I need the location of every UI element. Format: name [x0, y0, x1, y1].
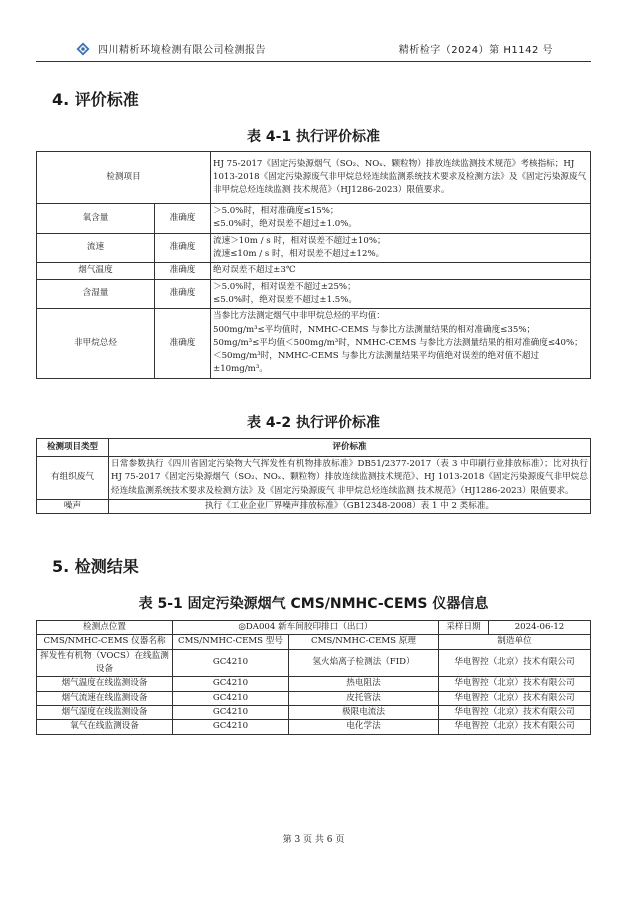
- col-header-maker: 制造单位: [439, 635, 591, 649]
- table-row: [37, 233, 591, 263]
- limit-line: 绝对误差不超过±3℃: [213, 265, 296, 276]
- header-left: [36, 41, 266, 56]
- location-value-cell: ◎DA004 新车间胶印排口（出口）: [173, 621, 439, 635]
- limit-line: 500mg/m³≤平均值时，NMHC-CEMS 与参比方法测量结果的相对准确度≤35%；: [213, 324, 536, 335]
- metric-cell: 准确度: [155, 279, 211, 309]
- item-cell: 非甲烷总烃: [37, 309, 155, 379]
- header-standard-cell: HJ 75-2017《固定污染源烟气（SO₂、NOₓ、颗粒物）排放连续监测技术规范》考核指标；HJ 1013-2018《固定污染源废气非甲烷总烃连续监测系统技术要求及检测方法》及《固定污染源废气 非甲烷总烃连续监测 技术规范》（HJ1286-2023）限值要求。: [211, 152, 591, 204]
- principle-cell: 热电阻法: [289, 677, 439, 691]
- metric-cell: 准确度: [155, 309, 211, 379]
- table-row: [37, 500, 591, 514]
- table-row: [37, 309, 591, 379]
- section-5-title: 5. 检测结果: [52, 557, 139, 576]
- col-header-model: CMS/NMHC-CEMS 型号: [173, 635, 289, 649]
- col-header-standard: 评价标准: [109, 439, 591, 457]
- table-5-1: [36, 620, 591, 735]
- maker-cell: 华电智控（北京）技术有限公司: [439, 649, 591, 677]
- table-row: [37, 720, 591, 734]
- limit-cell: [211, 233, 591, 263]
- principle-cell: 皮托管法: [289, 691, 439, 705]
- metric-cell: 准确度: [155, 233, 211, 263]
- section-4-title: 4. 评价标准: [52, 90, 139, 109]
- limit-line: ＜50mg/m³时，NMHC-CEMS 与参比方法测量结果平均值绝对误差的绝对值不超过±10mg/m³。: [213, 351, 540, 375]
- limit-line: ≤5.0%时，绝对误差不超过±1.0%。: [213, 219, 358, 230]
- table-5-1-title: 表 5-1 固定污染源烟气 CMS/NMHC-CEMS 仪器信息: [138, 596, 489, 612]
- table-row: [37, 457, 591, 500]
- limit-cell: [211, 263, 591, 279]
- company-logo-icon: [76, 42, 90, 56]
- date-label-cell: 采样日期: [439, 621, 489, 635]
- maker-cell: 华电智控（北京）技术有限公司: [439, 691, 591, 705]
- type-cell: 有组织废气: [37, 457, 109, 500]
- name-cell: 烟气湿度在线监测设备: [37, 705, 173, 719]
- table-row: [37, 691, 591, 705]
- principle-cell: 电化学法: [289, 720, 439, 734]
- limit-cell: [211, 309, 591, 379]
- model-cell: GC4210: [173, 649, 289, 677]
- table-row: [37, 649, 591, 677]
- model-cell: GC4210: [173, 720, 289, 734]
- col-header-type: 检测项目类型: [37, 439, 109, 457]
- limit-line: 当参比方法测定烟气中非甲烷总烃的平均值：: [213, 311, 385, 322]
- model-cell: GC4210: [173, 705, 289, 719]
- col-header-name: CMS/NMHC-CEMS 仪器名称: [37, 635, 173, 649]
- table-4-1-title: 表 4-1 执行评价标准: [246, 129, 381, 145]
- limit-cell: [211, 204, 591, 234]
- location-label-cell: 检测点位置: [37, 621, 173, 635]
- name-cell: 氧气在线监测设备: [37, 720, 173, 734]
- model-cell: GC4210: [173, 677, 289, 691]
- table-row: [37, 705, 591, 719]
- table-row: [37, 263, 591, 279]
- maker-cell: 华电智控（北京）技术有限公司: [439, 677, 591, 691]
- item-cell: 烟气温度: [37, 263, 155, 279]
- table-4-2-title: 表 4-2 执行评价标准: [246, 415, 381, 431]
- item-cell: 含湿量: [37, 279, 155, 309]
- metric-cell: 准确度: [155, 204, 211, 234]
- table-4-2: [36, 438, 591, 514]
- header-item-cell: 检测项目: [37, 152, 211, 204]
- limit-line: ≤5.0%时，绝对误差不超过±1.5%。: [213, 294, 358, 305]
- date-value-cell: 2024-06-12: [489, 621, 591, 635]
- table-4-1: [36, 151, 591, 379]
- table-row: [37, 279, 591, 309]
- limit-cell: [211, 279, 591, 309]
- maker-cell: 华电智控（北京）技术有限公司: [439, 705, 591, 719]
- item-cell: 氧含量: [37, 204, 155, 234]
- report-number: 精析检字（2024）第 H1142 号: [398, 45, 553, 56]
- metric-cell: 准确度: [155, 263, 211, 279]
- table-row: [37, 152, 591, 204]
- name-cell: 挥发性有机物（VOCS）在线监测设备: [37, 649, 173, 677]
- table-row: [37, 635, 591, 649]
- type-cell: 噪声: [37, 500, 109, 514]
- item-cell: 流速: [37, 233, 155, 263]
- limit-line: 50mg/m³≤平均值＜500mg/m³时，NMHC-CEMS 与参比方法测量结果的相对准确度≤40%；: [213, 337, 583, 348]
- principle-cell: 氢火焰离子检测法（FID）: [289, 649, 439, 677]
- model-cell: GC4210: [173, 691, 289, 705]
- standard-cell: 日常参数执行《四川省固定污染物大气挥发性有机物排放标准》DB51/2377-2017（表 3 中印刷行业排放标准）；比对执行 HJ 75-2017《固定污染源烟气（SO₂、NOₓ、颗粒物）排放连续监测技术规范》、HJ 1013-2018《固定污染源废气非甲烷总烃连续监测系统技术要求及检测方法》及《固定污染源废气 非甲烷总烃连续监测 技术规范》（HJ1286-2023）限值要求。: [109, 457, 591, 500]
- name-cell: 烟气流速在线监测设备: [37, 691, 173, 705]
- name-cell: 烟气温度在线监测设备: [37, 677, 173, 691]
- table-row: [37, 621, 591, 635]
- table-row: [37, 439, 591, 457]
- page-header: [36, 36, 591, 62]
- principle-cell: 极限电流法: [289, 705, 439, 719]
- limit-line: 流速≤10m / s 时，相对误差不超过±12%。: [213, 248, 385, 259]
- table-row: [37, 677, 591, 691]
- page-footer: 第 3 页 共 6 页: [282, 835, 345, 845]
- limit-line: ＞5.0%时，相对误差不超过±25%；: [213, 281, 356, 292]
- limit-line: ＞5.0%时，相对准确度≤15%；: [213, 206, 339, 216]
- table-row: [37, 204, 591, 234]
- col-header-principle: CMS/NMHC-CEMS 原理: [289, 635, 439, 649]
- company-name: 四川精析环境检测有限公司检测报告: [98, 45, 266, 56]
- standard-cell: 执行《工业企业厂界噪声排放标准》（GB12348-2008）表 1 中 2 类标准。: [109, 500, 591, 514]
- maker-cell: 华电智控（北京）技术有限公司: [439, 720, 591, 734]
- limit-line: 流速＞10m / s 时，相对误差不超过±10%；: [213, 235, 386, 246]
